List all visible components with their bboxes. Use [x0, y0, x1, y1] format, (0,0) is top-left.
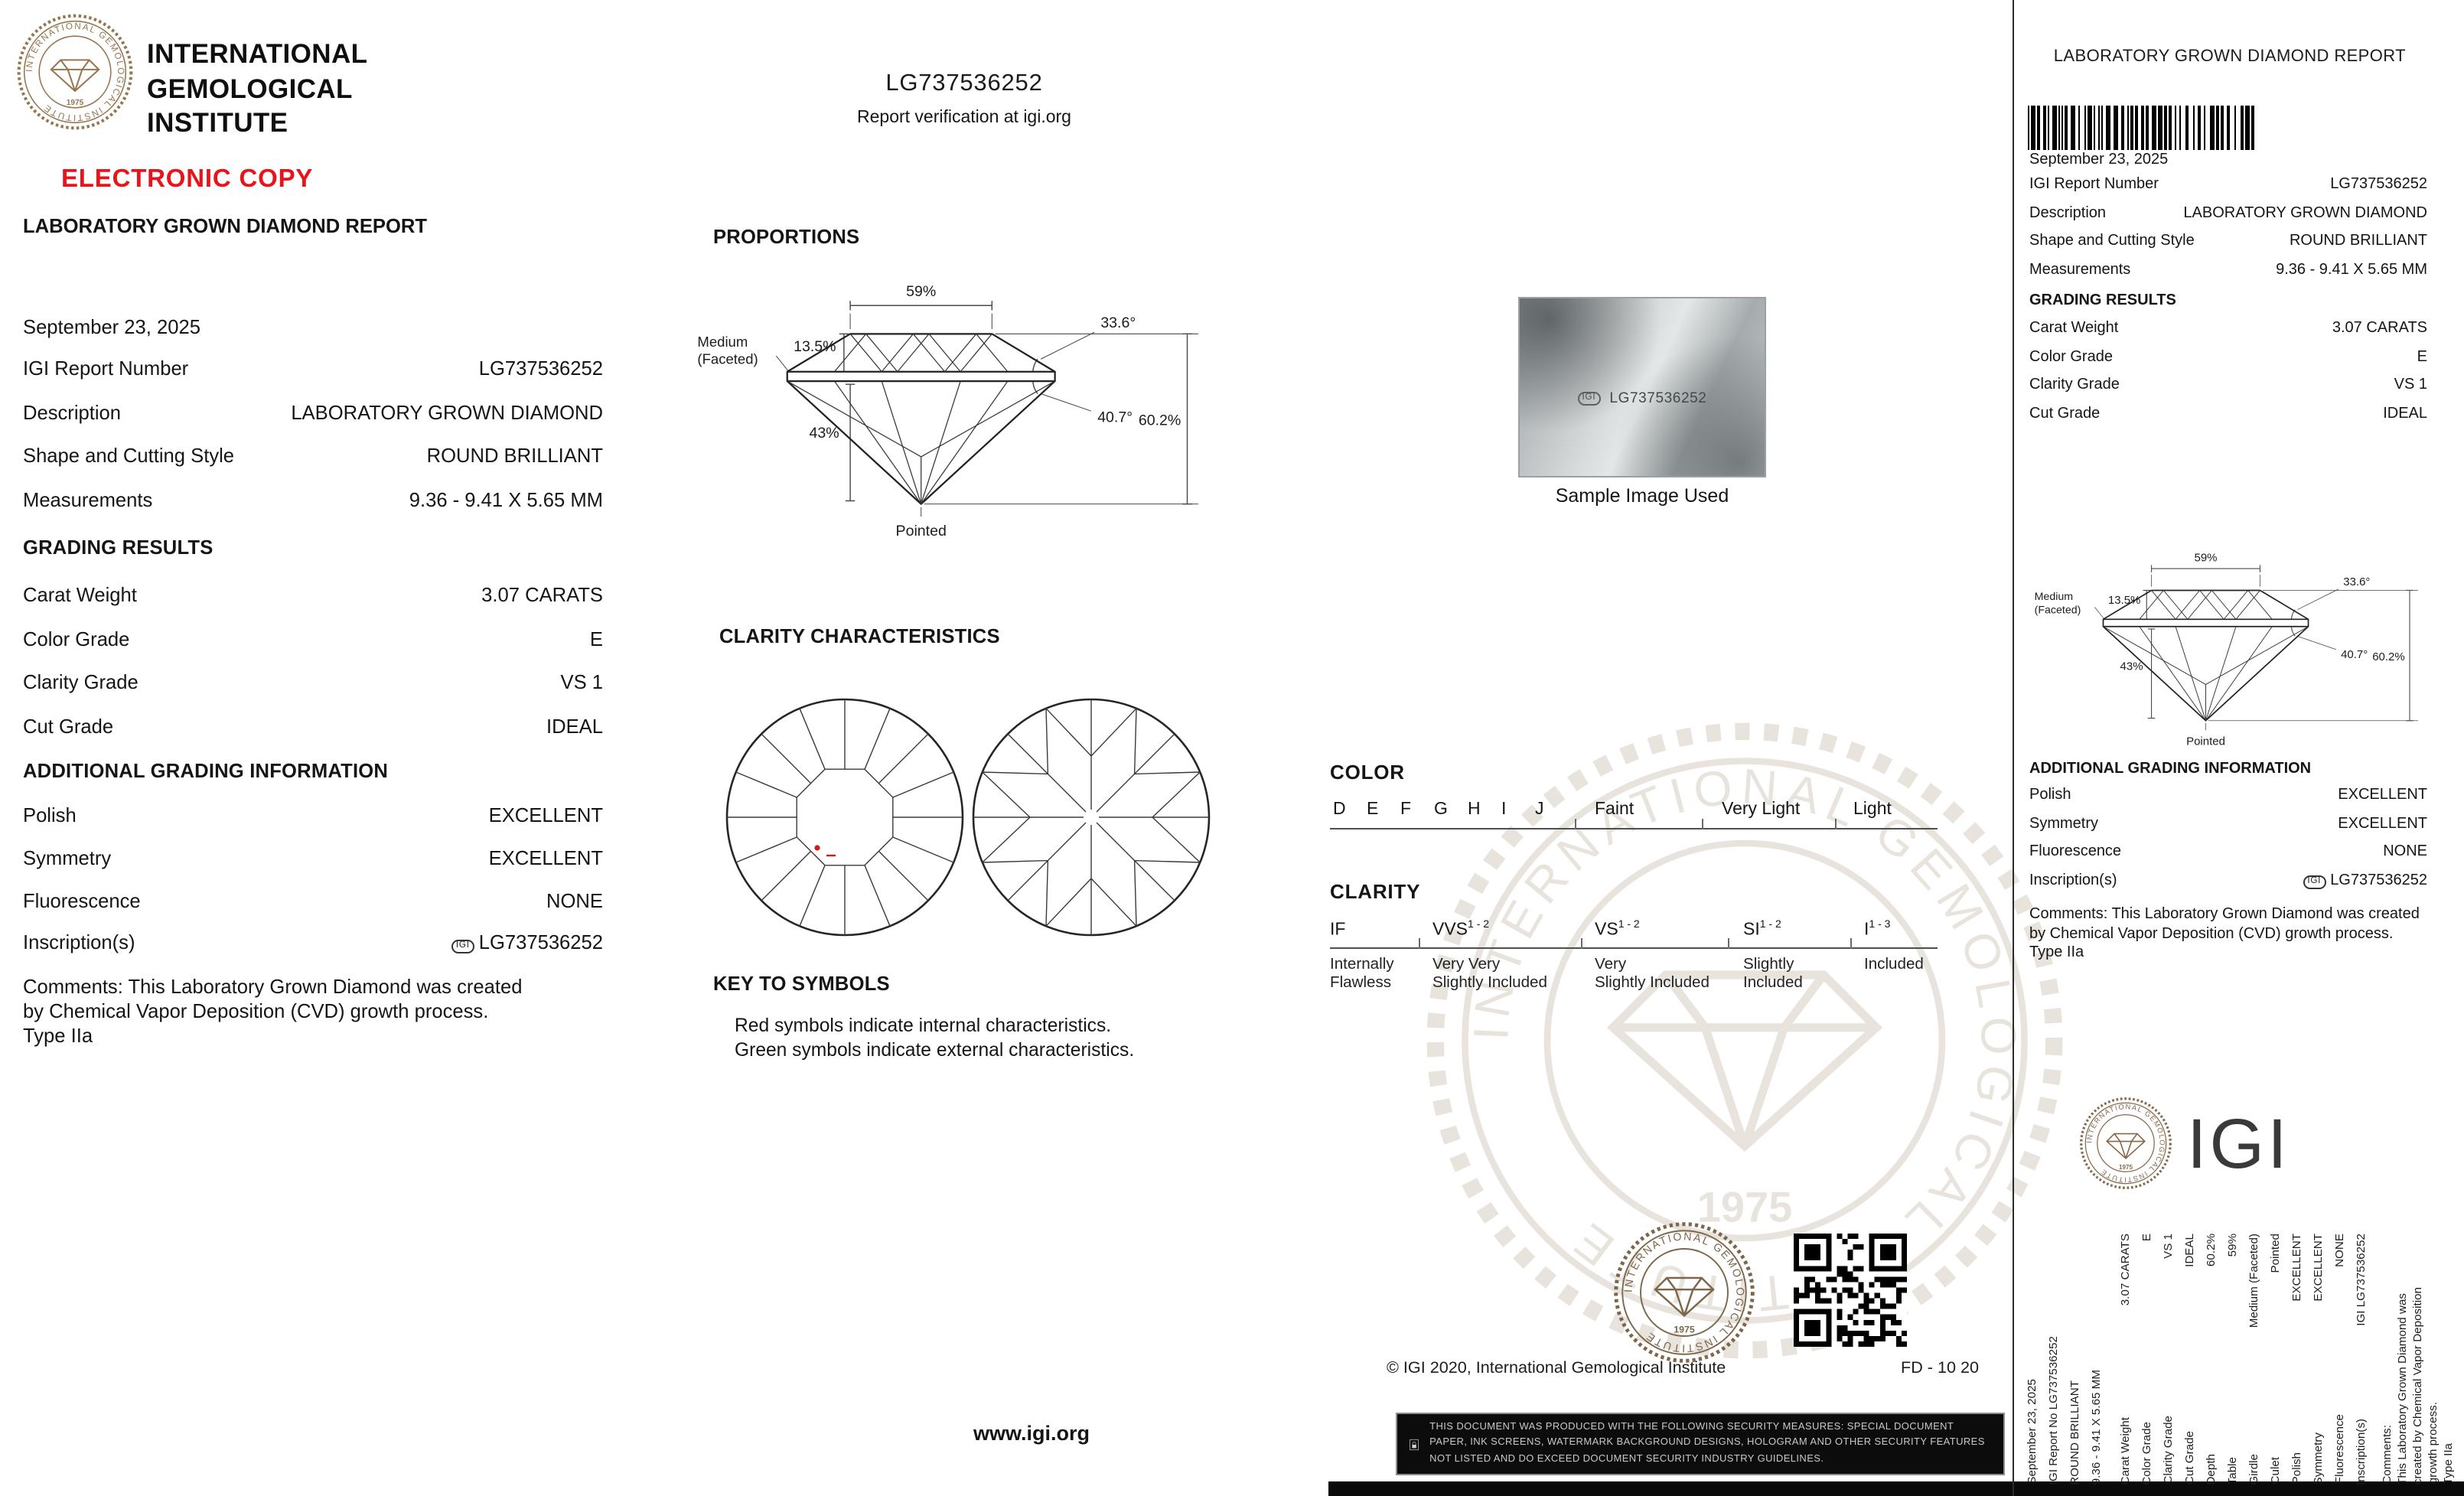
rotated-item: ROUND BRILLIANT	[2067, 1380, 2081, 1485]
stub-fields	[2029, 176, 2427, 290]
clarity-plot-crown-view	[719, 692, 970, 943]
rotated-item: 9.36 - 9.41 X 5.65 MM	[2088, 1369, 2103, 1485]
key-green-line: Green symbols indicate external characteristics.	[735, 1039, 1135, 1061]
report-fields	[23, 357, 603, 532]
clarity-grade: SI$^{1 - 2}$	[1743, 920, 1781, 940]
field-label: Fluorescence	[23, 888, 141, 912]
field-value: EXCELLENT	[488, 803, 603, 826]
igi-seal-icon	[15, 12, 135, 132]
field-label: Fluorescence	[2029, 843, 2122, 861]
sample-inscription	[1578, 389, 1707, 406]
website-url: www.igi.org	[973, 1422, 1090, 1445]
field-value: E	[2417, 348, 2427, 366]
inscription-value: LG737536252	[2330, 872, 2427, 889]
field-row	[23, 670, 603, 714]
stub-report-title: LABORATORY GROWN DIAMOND REPORT	[2053, 47, 2406, 66]
clarity-desc: Very Slightly Included	[1595, 957, 1709, 992]
security-lock-icon	[1410, 1429, 1419, 1459]
color-grade: E	[1367, 800, 1379, 819]
field-row	[2029, 348, 2427, 376]
field-label: Shape and Cutting Style	[23, 444, 235, 468]
rotated-item: EXCELLENT Polish	[2289, 1234, 2303, 1485]
clarity-desc: Internally Flawless	[1330, 957, 1394, 992]
org-name	[147, 37, 367, 140]
clarity-grade: VVS$^{1 - 2}$	[1432, 920, 1490, 940]
field-label: Shape and Cutting Style	[2029, 233, 2195, 250]
field-label: Measurements	[23, 487, 153, 511]
color-range: Light	[1853, 800, 1892, 819]
clarity-characteristics-heading: CLARITY CHARACTERISTICS	[719, 624, 1000, 647]
rotated-item: September 23, 2025	[2024, 1379, 2039, 1485]
field-value: IDEAL	[546, 714, 603, 738]
stub-grading-heading: GRADING RESULTS	[2029, 292, 2176, 309]
color-grade: F	[1400, 800, 1412, 819]
security-note-text: THIS DOCUMENT WAS PRODUCED WITH THE FOLLOWING SECURITY MEASURES: SPECIAL DOCUMENT PAPER, INK SCREENS, WATERMARK BACKGROUND DESIGNS, HOLOGRAM AND OTHER SECURITY FEATURES NOT LISTED AND DO EXCEED DOCUMENT SECURITY INDUSTRY GUIDELINES.	[1429, 1422, 1985, 1465]
report-title: LABORATORY GROWN DIAMOND REPORT	[23, 214, 427, 237]
field-row	[23, 715, 603, 758]
color-scale-heading: COLOR	[1330, 761, 1405, 784]
field-label: Symmetry	[23, 846, 112, 869]
field-label: Color Grade	[2029, 348, 2113, 366]
clarity-grade: IF	[1330, 921, 1346, 940]
field-value: 9.36 - 9.41 X 5.65 MM	[409, 487, 603, 511]
igi-inscription-logo-icon: IGI	[2303, 875, 2325, 889]
field-label: Clarity Grade	[2029, 376, 2120, 394]
field-value: LABORATORY GROWN DIAMOND	[291, 400, 603, 424]
electronic-copy-label: ELECTRONIC COPY	[61, 165, 314, 193]
field-label: Carat Weight	[2029, 320, 2119, 337]
field-row	[2029, 204, 2427, 233]
proportions-heading: PROPORTIONS	[713, 225, 860, 248]
key-to-symbols-text	[735, 1013, 1134, 1062]
rotated-item: NONE Fluorescence	[2332, 1234, 2346, 1485]
grading-results	[23, 583, 603, 758]
additional-grading	[23, 803, 603, 973]
igi-wordmark: IGI	[2187, 1103, 2290, 1183]
color-grade: J	[1535, 800, 1544, 819]
field-label: Inscription(s)	[2029, 872, 2117, 889]
clarity-scale-descriptions	[1330, 957, 1938, 996]
field-row	[2029, 376, 2427, 405]
stub-rotated-summary	[2023, 1234, 2464, 1485]
field-label: Cut Grade	[23, 714, 114, 738]
clarity-desc: Included	[1864, 957, 1924, 973]
clarity-scale-row	[1330, 917, 1938, 949]
clarity-grade: $I^{1 - 3}$	[1864, 920, 1891, 940]
stub-proportions-diagram	[2025, 542, 2441, 750]
field-row	[2029, 262, 2427, 290]
field-row	[23, 444, 603, 487]
igi-footer-seal-icon	[1612, 1220, 1757, 1365]
igi-inscription-logo-icon: IGI	[451, 940, 474, 954]
field-row	[23, 803, 603, 846]
proportions-diagram	[684, 271, 1229, 542]
qr-code	[1794, 1234, 1907, 1347]
comments	[23, 975, 546, 1048]
header-verification-note: Report verification at igi.org	[857, 109, 1071, 127]
field-row	[2029, 176, 2427, 204]
field-row	[23, 357, 603, 400]
org-name-line: INSTITUTE	[147, 107, 288, 138]
field-value: EXCELLENT	[2338, 815, 2427, 833]
field-row	[23, 931, 603, 974]
field-value: VS 1	[2394, 376, 2427, 394]
field-value: 3.07 CARATS	[481, 583, 603, 606]
color-range: Faint	[1595, 800, 1635, 819]
field-value	[451, 931, 603, 954]
field-row	[2029, 872, 2427, 901]
field-value: NONE	[546, 888, 603, 912]
form-code: FD - 10 20	[1901, 1359, 1980, 1377]
rotated-item: IGI LG737536252 Inscription(s)	[2353, 1234, 2368, 1485]
field-value: EXCELLENT	[488, 846, 603, 869]
field-value: ROUND BRILLIANT	[2289, 233, 2427, 250]
key-to-symbols-heading: KEY TO SYMBOLS	[713, 972, 890, 995]
field-value: LABORATORY GROWN DIAMOND	[2183, 204, 2427, 222]
field-label: Measurements	[2029, 261, 2131, 279]
color-grade: D	[1333, 800, 1346, 819]
stub-barcode	[2028, 106, 2267, 150]
field-row	[23, 888, 603, 931]
color-range: Very Light	[1722, 800, 1801, 819]
field-value: LG737536252	[478, 357, 603, 380]
field-label: IGI Report Number	[23, 357, 189, 380]
clarity-grade: VS$^{1 - 2}$	[1595, 920, 1640, 940]
clarity-scale-heading: CLARITY	[1330, 880, 1421, 903]
field-row	[2029, 320, 2427, 348]
inscription-value: LG737536252	[478, 931, 603, 954]
field-value: ROUND BRILLIANT	[426, 444, 603, 468]
rotated-item: 3.07 CARATS Carat Weight	[2117, 1234, 2132, 1485]
field-row	[23, 400, 603, 444]
rotated-item: 60.2% Depth	[2203, 1234, 2218, 1485]
rotated-comments: Comments: This Laboratory Grown Diamond was created by Chemical Vapor Deposition growth process. Type IIa	[2380, 1286, 2455, 1485]
comments-text: Comments: This Laboratory Grown Diamond was created by Chemical Vapor Deposition (CVD) growth process.	[2029, 906, 2420, 943]
header-report-number: LG737536252	[885, 70, 1043, 96]
rotated-item: EXCELLENT Symmetry	[2310, 1234, 2325, 1485]
field-row	[2029, 406, 2427, 434]
rotated-item: Medium (Faceted) Girdle	[2246, 1234, 2260, 1485]
color-scale-row	[1330, 797, 1938, 829]
copyright: © IGI 2020, International Gemological Institute	[1387, 1359, 1726, 1377]
field-row	[2029, 843, 2427, 872]
field-value: EXCELLENT	[2338, 787, 2427, 803]
color-scale	[1330, 761, 1938, 829]
sample-inscription-number: LG737536252	[1609, 389, 1707, 406]
field-value: 3.07 CARATS	[2332, 320, 2427, 337]
key-red-line: Red symbols indicate internal characteristics.	[735, 1015, 1112, 1036]
additional-grading-heading: ADDITIONAL GRADING INFORMATION	[23, 759, 389, 782]
clarity-plot-pavilion-view	[966, 692, 1217, 943]
field-label: Polish	[2029, 787, 2071, 803]
field-value: LG737536252	[2330, 176, 2427, 193]
field-row	[2029, 233, 2427, 261]
sample-image-caption: Sample Image Used	[1555, 485, 1729, 507]
type-note: Type IIa	[2029, 944, 2084, 962]
igi-seal-icon	[2078, 1096, 2173, 1191]
field-row	[23, 627, 603, 670]
field-row	[23, 583, 603, 627]
clarity-scale	[1330, 880, 1938, 996]
rotated-item: E Color Grade	[2139, 1234, 2153, 1485]
rotated-item: IGI Report No LG737536252	[2045, 1335, 2060, 1485]
field-label: IGI Report Number	[2029, 176, 2159, 193]
field-row	[23, 488, 603, 532]
field-value: E	[589, 627, 603, 650]
field-row	[2029, 815, 2427, 843]
rotated-item: VS 1 Clarity Grade	[2160, 1234, 2175, 1485]
field-label: Inscription(s)	[23, 931, 135, 954]
rotated-item: 59% Table	[2224, 1234, 2239, 1485]
type-note: Type IIa	[23, 1023, 93, 1047]
color-grade: G	[1434, 800, 1448, 819]
org-name-line: INTERNATIONAL	[147, 38, 368, 69]
org-name-line: GEMOLOGICAL	[147, 73, 353, 103]
security-strip	[1396, 1413, 2005, 1475]
field-label: Color Grade	[23, 627, 130, 650]
field-row	[2029, 787, 2427, 815]
stub-additional	[2029, 787, 2427, 901]
field-value: VS 1	[560, 670, 603, 694]
field-label: Carat Weight	[23, 583, 137, 606]
field-label: Cut Grade	[2029, 405, 2101, 422]
stub-grading	[2029, 320, 2427, 434]
field-value: 9.36 - 9.41 X 5.65 MM	[2276, 261, 2427, 279]
stub-additional-heading: ADDITIONAL GRADING INFORMATION	[2029, 761, 2312, 777]
comments-text: Comments: This Laboratory Grown Diamond was created by Chemical Vapor Deposition (CVD) growth process.	[23, 975, 523, 1022]
color-grade: H	[1468, 800, 1481, 819]
report-number-header	[658, 70, 1270, 127]
sample-image	[1518, 297, 1766, 477]
field-value	[2303, 872, 2427, 889]
field-label: Description	[2029, 204, 2107, 222]
field-label: Description	[23, 400, 122, 424]
report-date: September 23, 2025	[23, 315, 200, 338]
clarity-desc: Very Very Slightly Included	[1432, 957, 1547, 992]
field-value: NONE	[2383, 843, 2427, 861]
rotated-item: Pointed Culet	[2267, 1234, 2282, 1485]
field-label: Polish	[23, 803, 77, 826]
field-value: IDEAL	[2383, 405, 2427, 422]
field-row	[23, 846, 603, 889]
igi-inscription-logo-icon: IGI	[1578, 391, 1601, 405]
stub-divider	[2013, 0, 2014, 1496]
stub-comments	[2029, 906, 2432, 964]
stub-igi-logo	[2078, 1096, 2290, 1191]
grading-results-heading: GRADING RESULTS	[23, 536, 213, 559]
stub-date: September 23, 2025	[2029, 152, 2169, 168]
rotated-item: IDEAL Cut Grade	[2182, 1234, 2196, 1485]
field-label: Symmetry	[2029, 815, 2098, 833]
field-label: Clarity Grade	[23, 670, 139, 694]
color-grade: I	[1501, 800, 1507, 819]
clarity-desc: Slightly Included	[1743, 957, 1803, 992]
